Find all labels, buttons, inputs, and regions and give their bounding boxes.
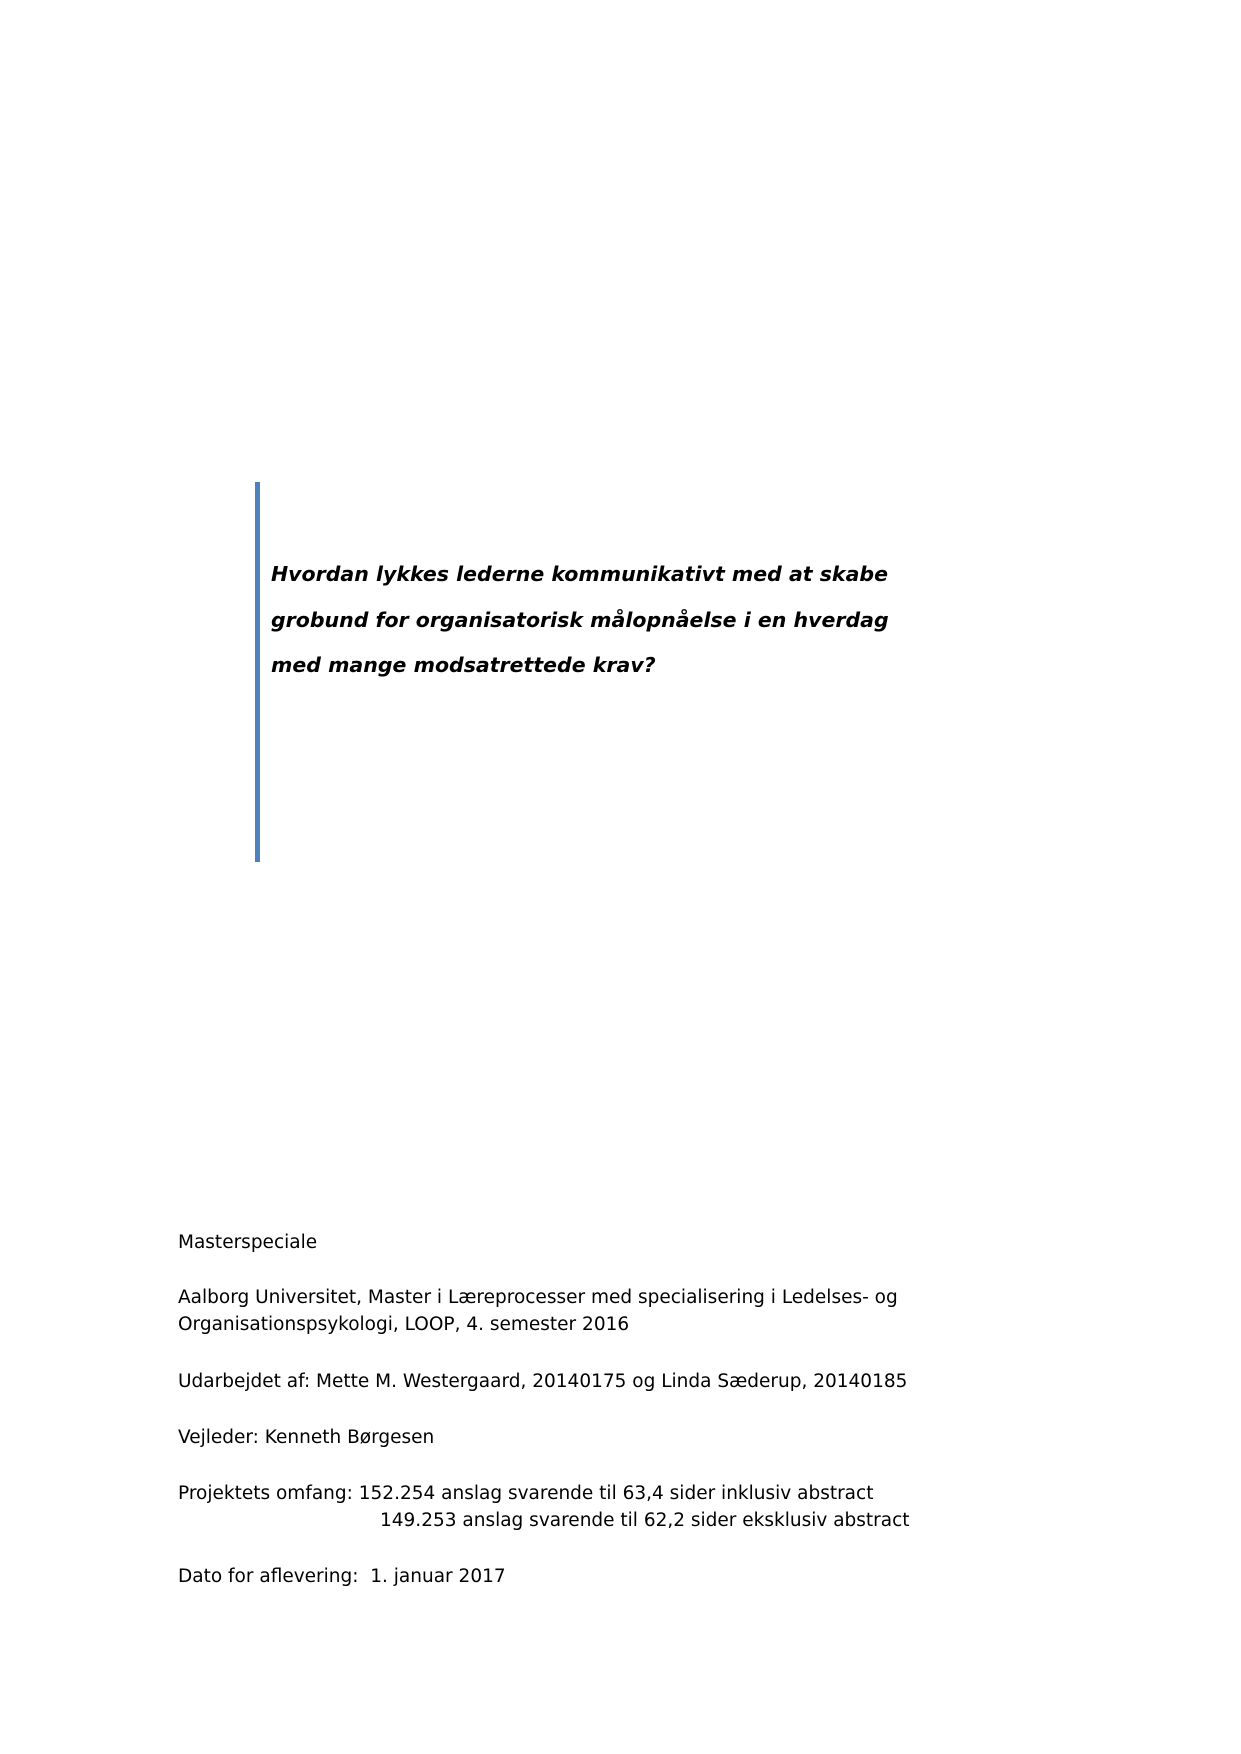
university-line-2: Organisationspsykologi, LOOP, 4. semester 2016 [178, 1314, 630, 1335]
thesis-title [271, 552, 1031, 689]
university-line-1: Aalborg Universitet, Master i Læreprocesser med specialisering i Ledelses- og [178, 1287, 898, 1308]
title-line: med mange modsatrettede krav? [271, 653, 656, 677]
title-line: Hvordan lykkes lederne kommunikativt med at skabe [271, 562, 888, 586]
document-type: Masterspeciale [178, 1232, 318, 1253]
title-line: grobund for organisatorisk målopnåelse i en hverdag [271, 607, 889, 632]
submission-date: Dato for aflevering: 1. januar 2017 [178, 1566, 506, 1587]
scope-line-1: Projektets omfang: 152.254 anslag svarende til 63,4 sider inklusiv abstract [178, 1483, 874, 1504]
title-accent-bar [255, 482, 260, 862]
scope-line-2: 149.253 anslag svarende til 62,2 sider eksklusiv abstract [380, 1510, 910, 1531]
supervisor: Vejleder: Kenneth Børgesen [178, 1427, 435, 1448]
authors: Udarbejdet af: Mette M. Westergaard, 20140175 og Linda Sæderup, 20140185 [178, 1371, 908, 1392]
